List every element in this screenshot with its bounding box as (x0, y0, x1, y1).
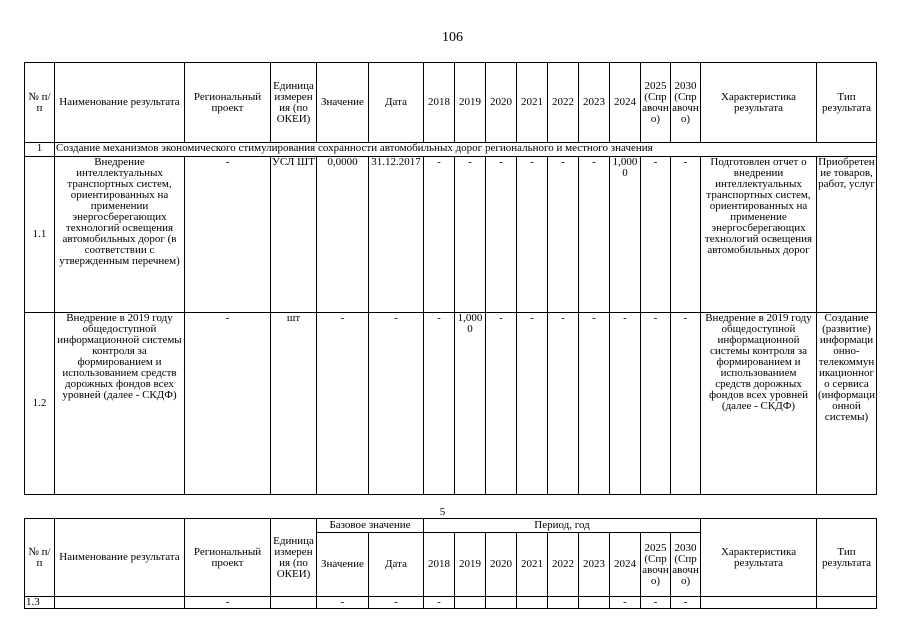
row-year-value: - (424, 157, 455, 313)
row-project: - (185, 157, 271, 313)
row-num: 1.1 (25, 157, 55, 313)
header-name: Наименование результата (55, 63, 185, 143)
header-year: 2018 (424, 63, 455, 143)
header-row (25, 63, 877, 143)
results-table (24, 62, 877, 495)
header-year: 2021 (517, 63, 548, 143)
row-type (817, 597, 877, 609)
row-project: - (185, 313, 271, 495)
row-year-value: 1,0000 (455, 313, 486, 495)
row-year-value: 1,0000 (610, 157, 641, 313)
row-year-value: - (641, 597, 671, 609)
row-unit: шт (271, 313, 317, 495)
row-date: 31.12.2017 (369, 157, 424, 313)
header-year: 2024 (610, 63, 641, 143)
row-unit (271, 597, 317, 609)
row-date: - (369, 597, 424, 609)
header-char: Характеристика результата (701, 519, 817, 597)
section-row (25, 143, 877, 157)
header-unit: Единица измерения (по ОКЕИ) (271, 63, 317, 143)
row-value: 0,0000 (317, 157, 369, 313)
row-year-value: - (548, 313, 579, 495)
header-date: Дата (369, 63, 424, 143)
header-year: 2021 (517, 533, 548, 597)
row-num: 1.2 (25, 313, 55, 495)
table-row (25, 157, 877, 313)
row-year-value: - (486, 157, 517, 313)
row-year-value: - (671, 597, 701, 609)
header-num: № п/п (25, 63, 55, 143)
header-year: 2030 (Справочно) (671, 63, 701, 143)
header-period: Период, год (424, 519, 701, 533)
header-year: 2023 (579, 533, 610, 597)
row-year-value: - (424, 313, 455, 495)
row-year-value (548, 597, 579, 609)
row-num: 1.3 (25, 597, 55, 609)
row-year-value (455, 597, 486, 609)
page-number-top: 106 (442, 30, 463, 45)
section-title: Создание механизмов экономического стимулирования сохранности автомобильных дорог регионального и местного значения (55, 143, 877, 157)
row-year-value: - (641, 157, 671, 313)
header-year: 2020 (486, 63, 517, 143)
row-year-value: - (517, 157, 548, 313)
header-num: № п/п (25, 519, 55, 597)
row-year-value (579, 597, 610, 609)
header-year: 2020 (486, 533, 517, 597)
row-name: Внедрение в 2019 году общедоступной информационной системы контроля за формированием и использованием средств дорожных фондов всех уровней (далее - СКДФ) (55, 313, 185, 495)
header-year: 2018 (424, 533, 455, 597)
header-year: 2024 (610, 533, 641, 597)
header-year: 2030 (Справочно) (671, 533, 701, 597)
row-type: Приобретение товаров, работ, услуг (817, 157, 877, 313)
header-year: 2025 (Справочно) (641, 63, 671, 143)
header-year: 2019 (455, 63, 486, 143)
table-row (25, 597, 877, 609)
header-base: Базовое значение (317, 519, 424, 533)
header-type: Тип результата (817, 63, 877, 143)
page-number-mid: 5 (439, 506, 446, 518)
row-value: - (317, 597, 369, 609)
row-year-value (486, 597, 517, 609)
row-year-value: - (610, 597, 641, 609)
header-project: Региональный проект (185, 63, 271, 143)
row-year-value: - (548, 157, 579, 313)
row-name: Внедрение интеллектуальных транспортных систем, ориентированных на применении энергосберегающих технологий освещения автомобильных дорог (в соответствии с утвержденным перечнем) (55, 157, 185, 313)
table-row (25, 313, 877, 495)
header-project: Региональный проект (185, 519, 271, 597)
header-char: Характеристика результата (701, 63, 817, 143)
row-year-value: - (641, 313, 671, 495)
row-year-value: - (517, 313, 548, 495)
row-unit: УСЛ ШТ (271, 157, 317, 313)
row-type: Создание (развитие) информационно-телекоммуникационного сервиса (информационной системы) (817, 313, 877, 495)
header-year: 2022 (548, 63, 579, 143)
header-date: Дата (369, 533, 424, 597)
row-year-value: - (671, 157, 701, 313)
row-year-value: - (486, 313, 517, 495)
row-year-value: - (424, 597, 455, 609)
row-char: Подготовлен отчет о внедрении интеллектуальных транспортных систем, ориентированных на применение энергосберегающих технологий освещения автомобильных дорог (701, 157, 817, 313)
results-table-continued (24, 518, 877, 609)
row-value: - (317, 313, 369, 495)
row-year-value: - (455, 157, 486, 313)
header-year: 2025 (Справочно) (641, 533, 671, 597)
header-value: Значение (317, 63, 369, 143)
header-unit: Единица измерения (по ОКЕИ) (271, 519, 317, 597)
row-char (701, 597, 817, 609)
row-year-value (517, 597, 548, 609)
section-num: 1 (25, 143, 55, 157)
header-year: 2022 (548, 533, 579, 597)
header-year: 2023 (579, 63, 610, 143)
row-date: - (369, 313, 424, 495)
row-year-value: - (610, 313, 641, 495)
row-year-value: - (579, 157, 610, 313)
row-char: Внедрение в 2019 году общедоступной информационной системы контроля за формированием и использованием средств дорожных фондов всех уровней (далее - СКДФ) (701, 313, 817, 495)
row-year-value: - (671, 313, 701, 495)
row-project: - (185, 597, 271, 609)
header-year: 2019 (455, 533, 486, 597)
header-name: Наименование результата (55, 519, 185, 597)
header-type: Тип результата (817, 519, 877, 597)
row-name (55, 597, 185, 609)
header-row (25, 519, 877, 533)
row-year-value: - (579, 313, 610, 495)
header-value: Значение (317, 533, 369, 597)
